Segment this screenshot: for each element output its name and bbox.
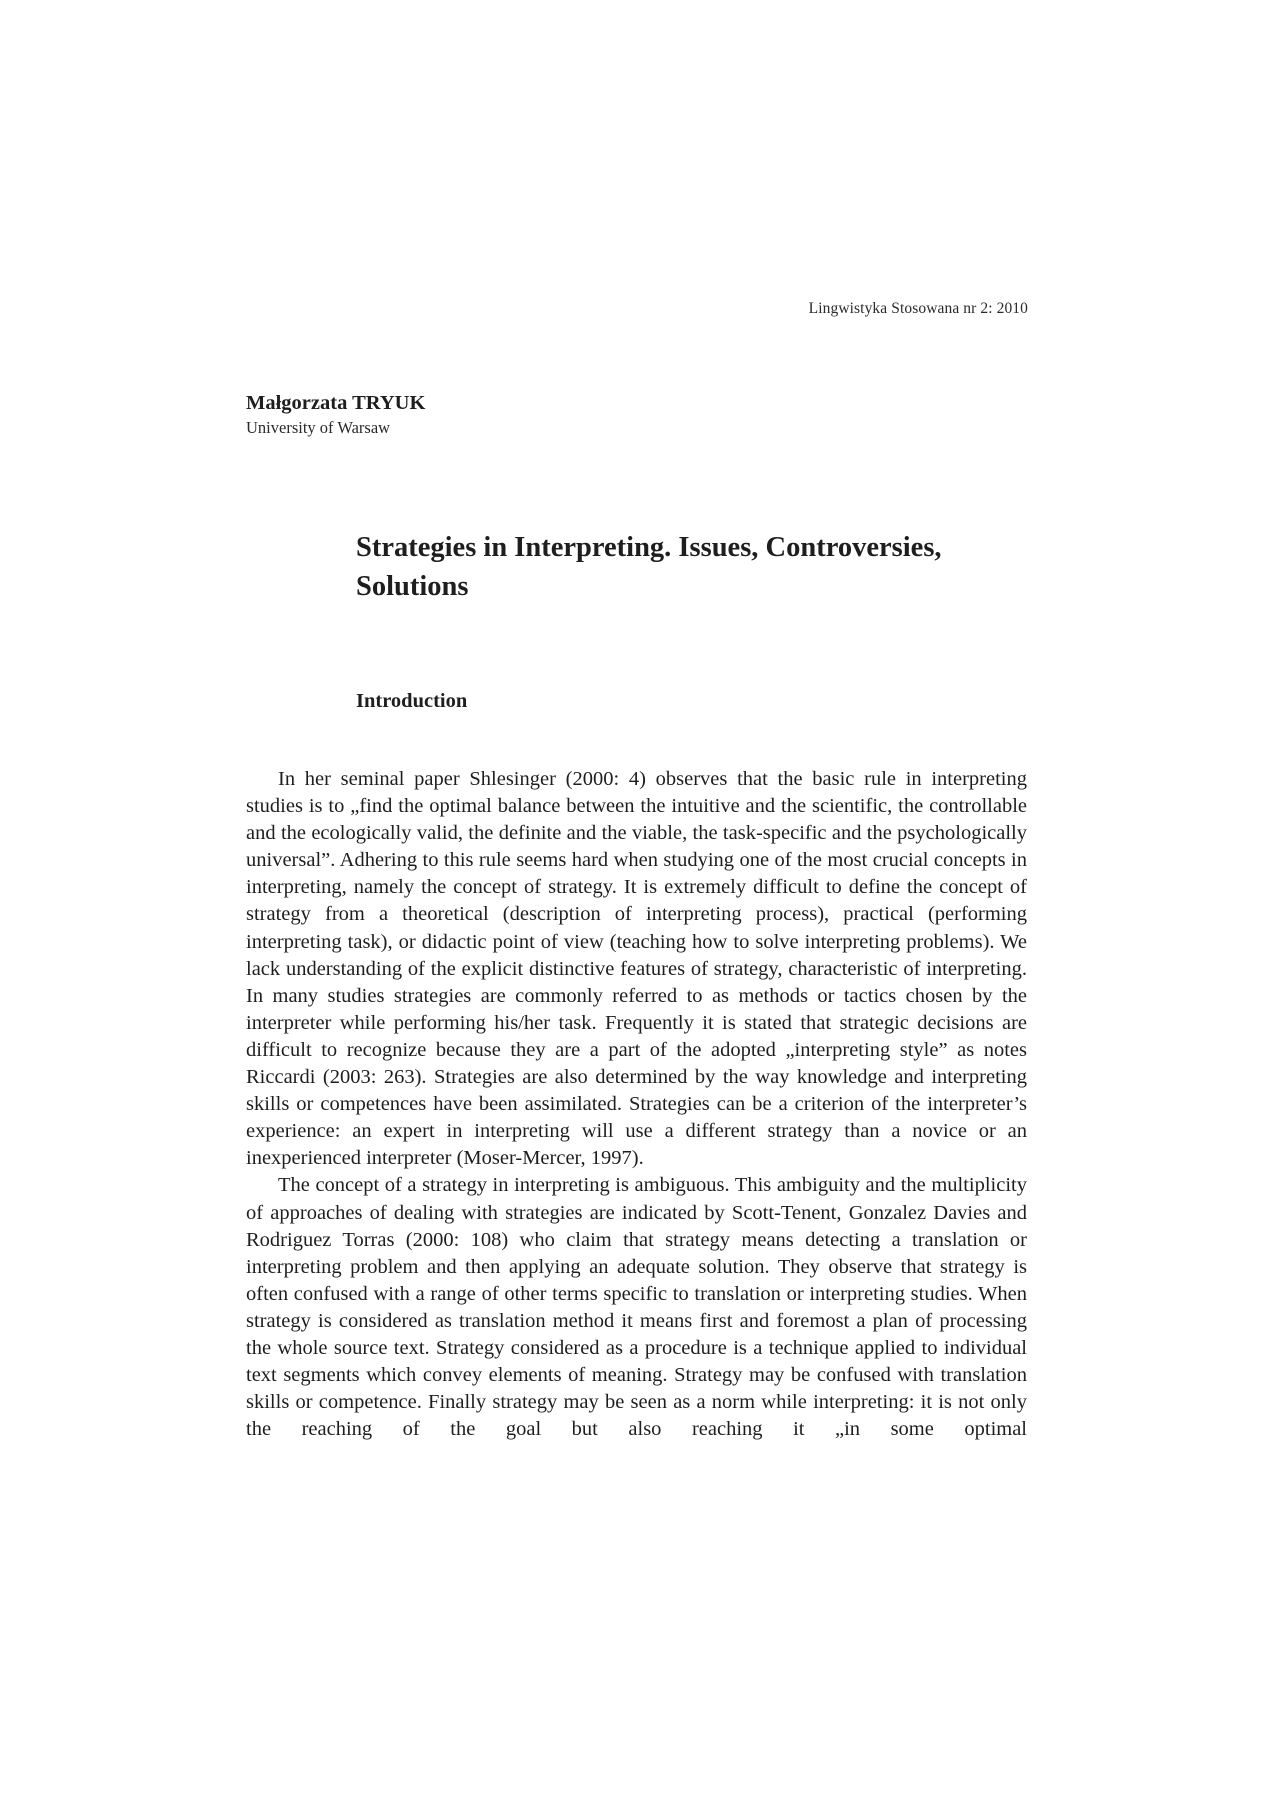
body-paragraph-2: The concept of a strategy in interpreting is ambiguous. This ambiguity and the multiplicity of approaches of dealing with strategies are indicated by Scott-Tenent, Gonzalez Davies and Rodriguez Torras (2000: 108) who claim that strategy means detecting a translation or interpreting problem and then applying an adequate solution. They observe that strategy is often confused with a range of other terms specific to translation or interpreting studies. When strategy is considered as translation method it means first and foremost a plan of processing the whole source text. Strategy considered as a procedure is a technique applied to individual text segments which convey elements of meaning. Strategy may be confused with translation skills or competence. Finally strategy may be seen as a norm while interpreting: it is not only the reaching of the goal but also reaching it „in some optimal xyxy=(246,1174,1027,1441)
section-heading-introduction: Introduction xyxy=(356,690,468,712)
body-text xyxy=(246,766,1027,1443)
running-head: Lingwistyka Stosowana nr 2: 2010 xyxy=(808,300,1028,317)
article-title: Strategies in Interpreting. Issues, Controversies, Solutions xyxy=(356,532,942,602)
author-name: Małgorzata TRYUK xyxy=(246,392,426,414)
author-block xyxy=(246,390,425,440)
author-affiliation: University of Warsaw xyxy=(246,418,391,437)
body-paragraph-1: In her seminal paper Shlesinger (2000: 4) observes that the basic rule in interpreting studies is to „find the optimal balance between the intuitive and the scientific, the controllable and the ecologically valid, the definite and the viable, the task-specific and the psychologically universal”. Adhering to this rule seems hard when studying one of the most crucial concepts in interpreting, namely the concept of strategy. It is extremely difficult to define the concept of strategy from a theoretical (description of interpreting process), practical (performing interpreting task), or didactic point of view (teaching how to solve interpreting problems). We lack understanding of the explicit distinctive features of strategy, characteristic of interpreting. In many studies strategies are commonly referred to as methods or tactics chosen by the interpreter while performing his/her task. Frequently it is stated that strategic decisions are difficult to recognize because they are a part of the adopted „interpreting style” as notes Riccardi (2003: 263). Strategies are also determined by the way knowledge and interpreting skills or competences have been assimilated. Strategies can be a criterion of the interpreter’s experience: an expert in interpreting will use a different strategy than a novice or an inexperienced interpreter (Moser-Mercer, 1997). xyxy=(246,768,1027,1170)
